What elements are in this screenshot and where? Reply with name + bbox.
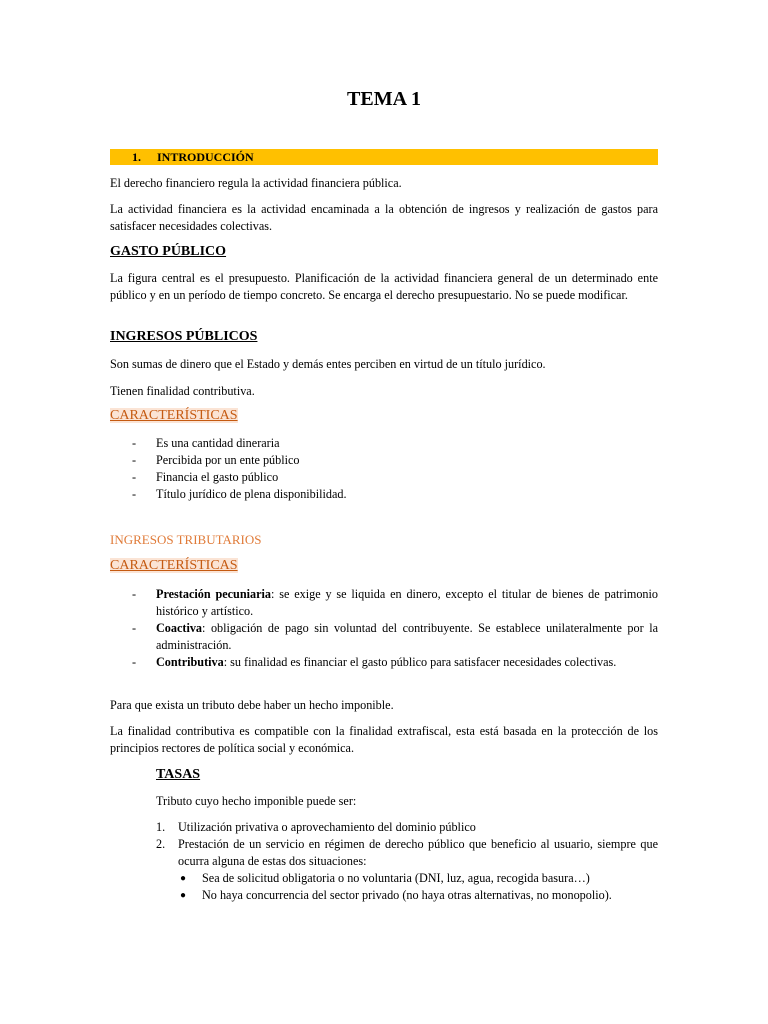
list-item: - Percibida por un ente público [132,453,300,467]
list-item-text: Es una cantidad dineraria [156,436,280,450]
list-item: - Título jurídico de plena disponibilidad. [132,487,347,501]
tributo-paragraph: Para que exista un tributo debe haber un hecho imponible. [110,698,394,712]
list-item-text: Financia el gasto público [156,470,279,484]
list-number: 2. [156,837,166,851]
list-item-text: Percibida por un ente público [156,453,300,467]
tasas-intro: Tributo cuyo hecho imponible puede ser: [156,794,357,808]
list-item [110,819,658,836]
list-item: - Contributiva: su finalidad es financiar el gasto público para satisfacer necesidades colectivas. [132,655,617,669]
list-item-text: : su finalidad es financiar el gasto público para satisfacer necesidades colectivas. [223,655,617,669]
list-item [110,870,658,887]
ingresos-tributarios-heading: INGRESOS TRIBUTARIOS [110,532,262,547]
gasto-publico-heading: GASTO PÚBLICO [110,244,227,259]
list-item: - Coactiva: obligación de pago sin voluntad del contribuyente. Se establece unilateralmente por la administración. [132,621,658,652]
bullet-icon: ● [180,873,187,884]
tasas-list [110,819,658,870]
intro-paragraph-1: El derecho financiero regula la actividad financiera pública. [110,176,402,190]
list-number: 1. [156,820,166,834]
list-item: - Es una cantidad dineraria [132,436,280,450]
section-label: INTRODUCCIÓN [157,150,254,164]
list-item-text: No haya concurrencia del sector privado (no haya otras alternativas, no monopolio). [202,888,612,902]
ingresos-publicos-paragraph-1: Son sumas de dinero que el Estado y demás entes perciben en virtud de un título jurídico. [110,357,546,371]
page-title: TEMA 1 [347,88,421,110]
list-item-text: Título jurídico de plena disponibilidad. [156,487,347,501]
ingresos-publicos-heading: INGRESOS PÚBLICOS [110,329,258,344]
caracteristicas-heading-1 [110,407,658,425]
tributarios-caracteristicas-list [110,586,658,671]
bullet-icon: ● [180,890,187,901]
gasto-publico-paragraph: La figura central es el presupuesto. Planificación de la actividad financiera general de un determinado ente público y en un período de tiempo concreto. Se encarga el derecho presupuestario. No se puede modificar. [110,271,658,302]
list-item-term: Coactiva [156,621,203,635]
finalidad-paragraph: La finalidad contributiva es compatible con la finalidad extrafiscal, esta está basada en la protección de los principios rectores de política social y económica. [110,724,658,755]
list-item-text: : se exige y se liquida en dinero, excepto el titular de bienes de patrimonio histórico y artístico. [156,587,658,618]
list-item-text: Sea de solicitud obligatoria o no voluntaria (DNI, luz, agua, recogida basura…) [202,871,590,885]
list-item [110,836,658,870]
list-item: - Prestación pecuniaria: se exige y se liquida en dinero, excepto el titular de bienes de patrimonio histórico y artístico. [132,587,658,618]
list-item-term: Contributiva [156,655,224,669]
list-item-text: Utilización privativa o aprovechamiento del dominio público [178,820,476,834]
list-item-text: Prestación de un servicio en régimen de derecho público que beneficio al usuario, siempre que ocurra alguna de estas dos situaciones: [178,837,658,868]
tasas-sublist [110,870,658,904]
tasas-heading: TASAS [156,767,201,782]
ingresos-caracteristicas-list [110,435,658,503]
intro-paragraph-2: La actividad financiera es la actividad encaminada a la obtención de ingresos y realización de gastos para satisfacer necesidades colectivas. [110,202,658,233]
section-heading-introduccion [110,149,658,165]
list-item [110,887,658,904]
list-item: - Financia el gasto público [132,470,279,484]
section-number: 1. [132,150,141,164]
list-item-text: : obligación de pago sin voluntad del contribuyente. Se establece unilateralmente por la administración. [156,621,658,652]
caracteristicas-label: CARACTERÍSTICAS [110,558,238,573]
caracteristicas-heading-2 [110,557,658,575]
caracteristicas-label: CARACTERÍSTICAS [110,408,238,423]
list-item-term: Prestación pecuniaria [156,587,271,601]
ingresos-publicos-paragraph-2: Tienen finalidad contributiva. [110,384,255,398]
